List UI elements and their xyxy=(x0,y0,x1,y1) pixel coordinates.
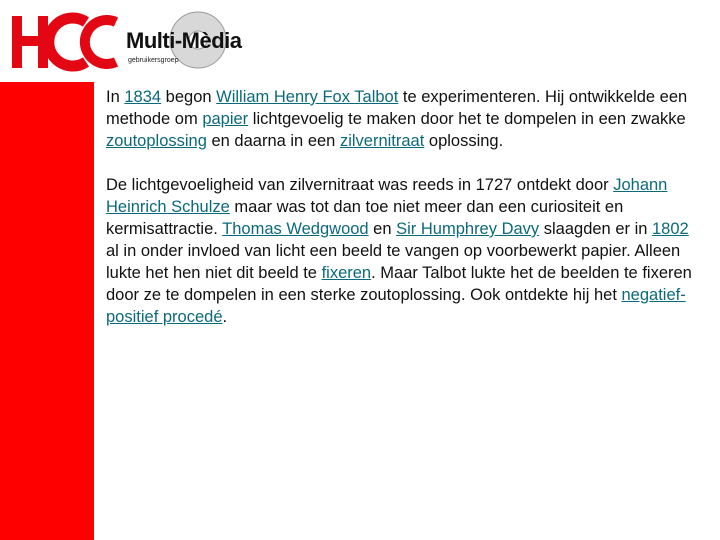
link-1834[interactable]: 1834 xyxy=(124,88,162,106)
left-accent-bar xyxy=(0,82,94,540)
text: al in onder invloed van licht een beeld te vangen op voorbewerkt papier. Alleen lukte het hen niet dit beeld te xyxy=(106,242,681,282)
text: en xyxy=(368,220,397,238)
link-thomas-wedgwood[interactable]: Thomas Wedgwood xyxy=(222,220,369,238)
link-william-henry-fox-talbot[interactable]: William Henry Fox Talbot xyxy=(216,88,399,106)
article-content xyxy=(106,86,696,328)
paragraph-history xyxy=(106,174,696,328)
link-sir-humphrey-davy[interactable]: Sir Humphrey Davy xyxy=(396,220,540,238)
link-negatief-positief-procede[interactable]: negatief-positief procedé xyxy=(106,286,686,326)
link-zoutoplossing[interactable]: zoutoplossing xyxy=(106,132,207,150)
logo-multimedia-text: Multi-Mèdia xyxy=(126,28,242,53)
text: De lichtgevoeligheid van zilvernitraat was reeds in 1727 ontdekt door xyxy=(106,176,614,194)
link-1802[interactable]: 1802 xyxy=(652,220,689,238)
text: . Maar Talbot lukte het de beelden te fixeren door ze te dompelen in een sterke zoutoplossing. Ook ontdekte hij het xyxy=(106,264,692,304)
hcc-multimedia-logo xyxy=(8,6,242,76)
text: begon xyxy=(161,88,217,106)
logo-tagline: gebruikersgroep xyxy=(128,57,179,64)
link-zilvernitraat[interactable]: zilvernitraat xyxy=(339,132,425,150)
text: lichtgevoelig te maken door het te dompelen in een zwakke xyxy=(248,110,686,128)
link-johann-heinrich-schulze[interactable]: Johann Heinrich Schulze xyxy=(106,176,668,216)
text: oplossing. xyxy=(424,132,504,150)
text: In xyxy=(106,88,125,106)
text: . xyxy=(222,308,228,326)
text: maar was tot dan toe niet meer dan een curiositeit en kermisattractie. xyxy=(106,198,624,238)
text: te experimenteren. Hij ontwikkelde een methode om xyxy=(106,88,688,128)
paragraph-talbot-method xyxy=(106,86,696,152)
text: slaagden er in xyxy=(539,220,652,238)
text: en daarna in een xyxy=(206,132,340,150)
link-fixeren[interactable]: fixeren xyxy=(321,264,372,282)
link-papier[interactable]: papier xyxy=(202,110,249,128)
